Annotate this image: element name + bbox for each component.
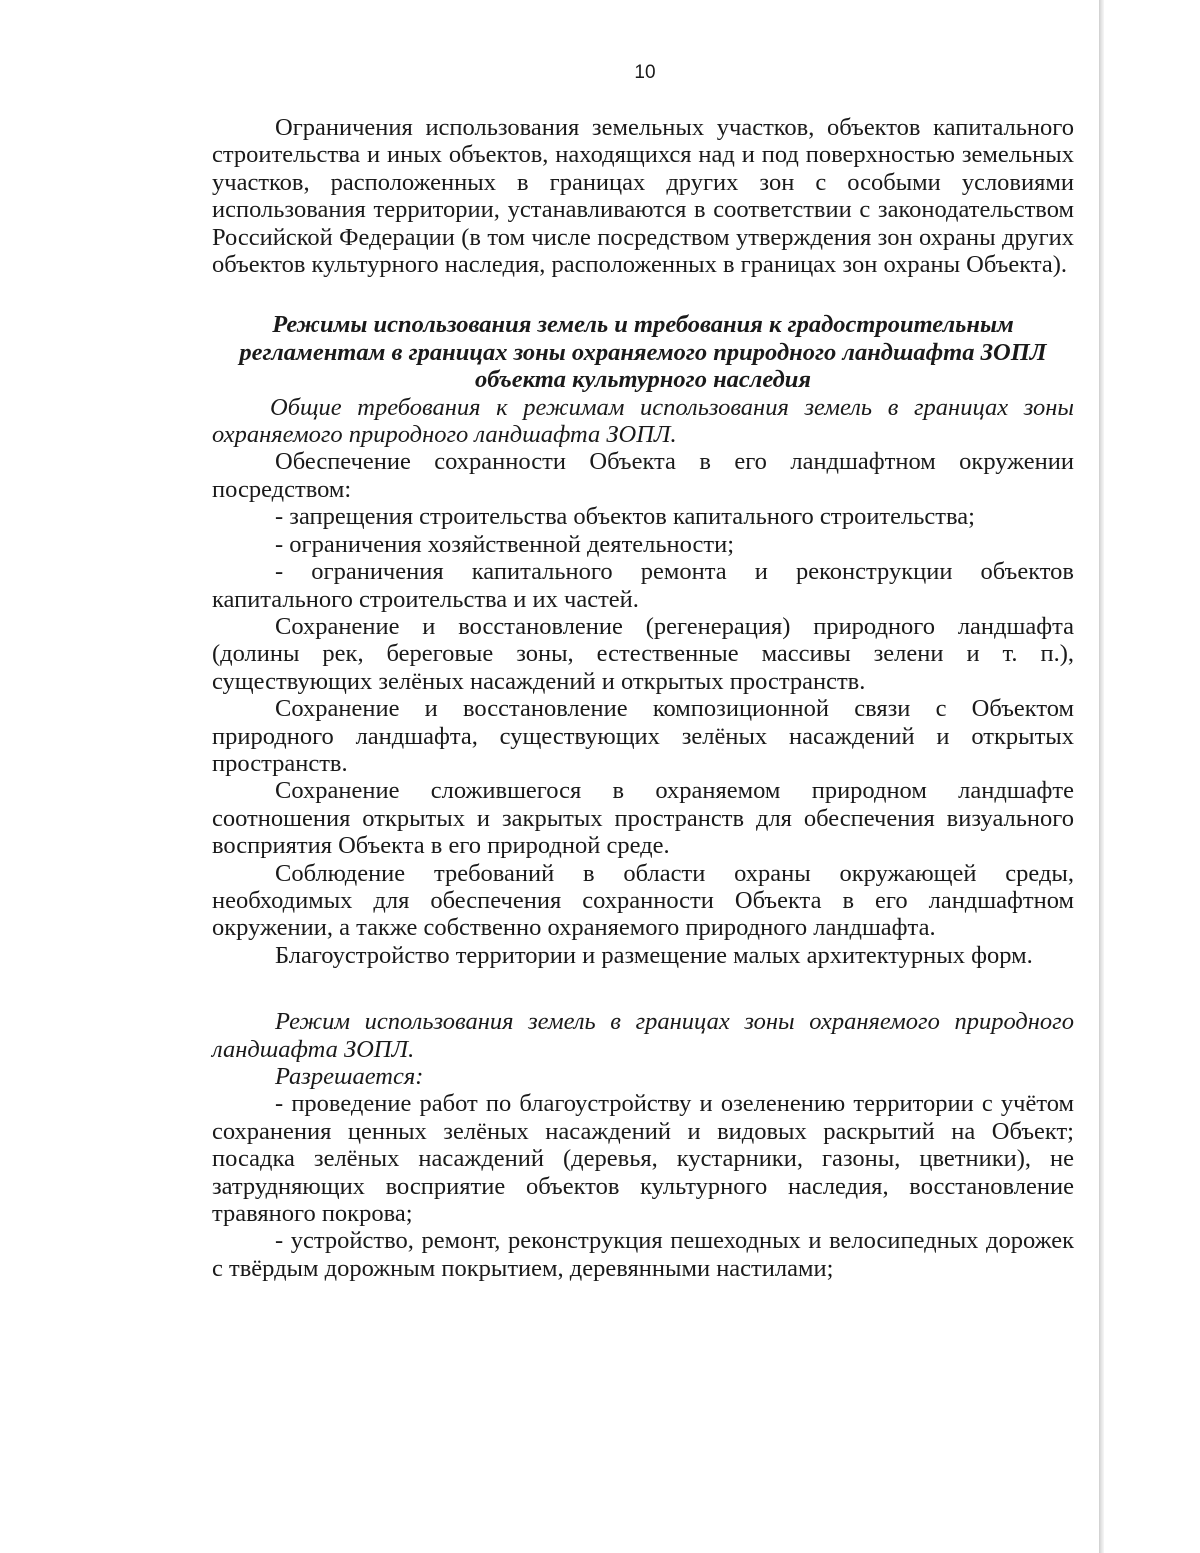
section-heading: Режимы использования земель и требования к градостроительным регламентам в границах зоны охраняемого природного ландшафта ЗОПЛ объекта культурного наследия [239, 311, 1047, 394]
list-item-1: - ограничения хозяйственной деятельности; [275, 530, 735, 558]
allowed-label: Разрешается: [275, 1063, 424, 1090]
list-item-0: - запрещения строительства объектов капитального строительства; [275, 503, 975, 531]
list-item-2: - ограничения капитального ремонта и реконструкции объектов капитального строительства и их частей. [212, 558, 1074, 613]
scan-page-edge [1099, 0, 1104, 1553]
page-number: 10 [634, 62, 656, 83]
paragraph-body-5: Сохранение и восстановление композиционной связи с Объектом природного ландшафта, существующих зелёных насаждений и открытых пространств. [212, 695, 1074, 777]
paragraph-body-7: Соблюдение требований в области охраны окружающей среды, необходимых для обеспечения сохранности Объекта в его ландшафтном окружении, а также собственно охраняемого природного ландшафта. [212, 859, 1074, 942]
document-body [212, 114, 1074, 1282]
spacer [212, 969, 1074, 1008]
paragraph-body-6: Сохранение сложившегося в охраняемом природном ландшафте соотношения открытых и закрытых пространств для обеспечения визуального восприятия Объекта в его природной среде. [212, 777, 1074, 860]
allowed-item-1: - устройство, ремонт, реконструкция пешеходных и велосипедных дорожек с твёрдым дорожным покрытием, деревянными настилами; [212, 1227, 1074, 1282]
paragraph-body-0: Обеспечение сохранности Объекта в его ландшафтном окружении посредством: [212, 448, 1074, 503]
paragraph-body-4: Сохранение и восстановление (регенерация) природного ландшафта (долины рек, береговые зоны, естественные массивы зелени и т. п.), существующих зелёных насаждений и открытых пространств. [212, 612, 1074, 695]
general-requirements-title: Общие требования к режимам использования земель в границах зоны охраняемого природного ландшафта ЗОПЛ. [212, 393, 1074, 449]
allowed-item-0: - проведение работ по благоустройству и озеленению территории с учётом сохранения ценных зелёных насаждений и видовых раскрытий на Объект; посадка зелёных насаждений (деревья, кустарники, газоны, цветники), не затрудняющих восприятие объектов культурного наследия, восстановление травяного покрова; [212, 1090, 1074, 1228]
regime-title: Режим использования земель в границах зоны охраняемого природного ландшафта ЗОПЛ. [212, 1008, 1074, 1063]
paragraph-body-8: Благоустройство территории и размещение малых архитектурных форм. [275, 941, 1033, 969]
paragraph-restrictions: Ограничения использования земельных участков, объектов капитального строительства и иных объектов, находящихся над и под поверхностью земельных участков, расположенных в границах других зон с особыми условиями использования территории, устанавливаются в соответствии с законодательством Российской Федерации (в том числе посредством утверждения зон охраны других объектов культурного наследия, расположенных в границах зон охраны Объекта). [212, 114, 1074, 279]
